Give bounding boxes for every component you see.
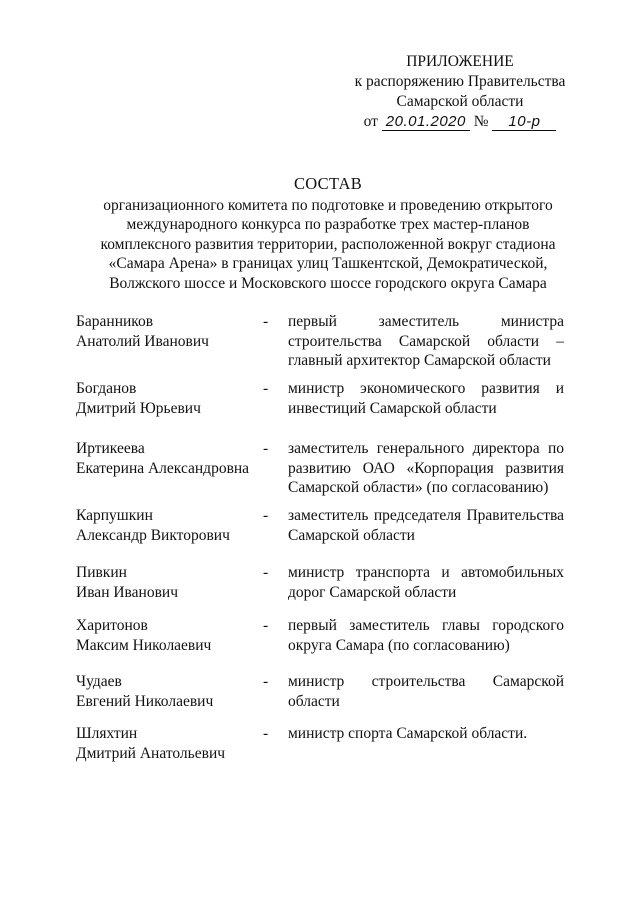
title-line-2: международного конкурса по разработке трех мастер-планов [126,216,530,233]
appendix-title: ПРИЛОЖЕНИЕ [406,53,514,70]
handwritten-number: 10-р [492,113,556,131]
member-entry [76,724,566,766]
member-dash: - [263,564,269,581]
member-given-name: Максим Николаевич [76,636,212,654]
title-line-4: «Самара Арена» в границах улиц Ташкентской, Демократической, [108,255,548,272]
member-surname: Чудаев [76,673,122,690]
from-label: от [363,113,378,130]
appendix-line-1: к распоряжению Правительства [354,73,566,90]
member-given-name: Иван Иванович [76,583,178,601]
member-role: министр транспорта и автомобильных дорог Самарской области [288,564,564,601]
member-entry [76,672,566,724]
member-entry [76,379,566,439]
member-dash: - [263,313,269,330]
member-name [76,439,256,478]
title-line-5: Волжского шоссе и Московского шоссе городского округа Самара [109,274,547,292]
member-surname: Харитонов [76,617,148,634]
member-given-name: Анатолий Иванович [76,332,209,350]
member-given-name: Евгений Николаевич [76,692,214,710]
appendix-number-line [340,112,580,132]
title-line-1: организационного комитета по подготовке и проведению открытого [103,196,553,214]
member-role: заместитель председателя Правительства Самарской области [288,507,564,544]
member-surname: Пивкин [76,564,127,581]
number-label: № [473,113,489,130]
member-given-name: Александр Викторович [76,526,230,544]
member-name [76,379,256,418]
member-dash: - [263,507,269,524]
member-role: первый заместитель министра строительства Самарской области – главный архитектор Самарской области [288,313,564,369]
member-surname: Баранников [76,313,154,330]
members-list [76,312,566,766]
member-surname: Шляхтин [76,725,138,742]
member-dash: - [263,673,269,690]
member-surname: Богданов [76,380,137,397]
member-dash: - [263,617,269,634]
title-line-3: комплексного развития территории, расположенной вокруг стадиона [100,235,556,253]
member-entry [76,439,566,506]
member-given-name: Дмитрий Юрьевич [76,399,201,417]
appendix-line-2: Самарской области [396,93,524,110]
member-entry [76,616,566,672]
member-role: министр спорта Самарской области. [288,725,528,742]
member-role: министр строительства Самарской области [288,673,564,710]
member-dash: - [263,725,269,742]
member-given-name: Дмитрий Анатольевич [76,744,226,762]
member-role: министр экономического развития и инвестиций Самарской области [288,380,564,417]
member-role: первый заместитель главы городского округа Самара (по согласованию) [288,617,564,654]
member-name [76,506,256,545]
member-name [76,724,256,763]
member-name [76,312,256,351]
document-title-block [68,174,588,293]
member-entry [76,563,566,616]
document-heading: СОСТАВ [293,174,363,193]
member-surname: Карпушкин [76,507,153,524]
member-given-name: Екатерина Александровна [76,459,250,477]
member-entry [76,506,566,563]
handwritten-date: 20.01.2020 [382,113,470,131]
member-entry [76,312,566,379]
member-dash: - [263,380,269,397]
member-name [76,672,256,711]
member-role: заместитель генерального директора по развитию ОАО «Корпорация развития Самарской области» (по согласованию) [288,440,564,496]
member-dash: - [263,440,269,457]
member-name [76,563,256,602]
appendix-block [340,52,580,132]
member-name [76,616,256,655]
member-surname: Иртикеева [76,440,145,457]
